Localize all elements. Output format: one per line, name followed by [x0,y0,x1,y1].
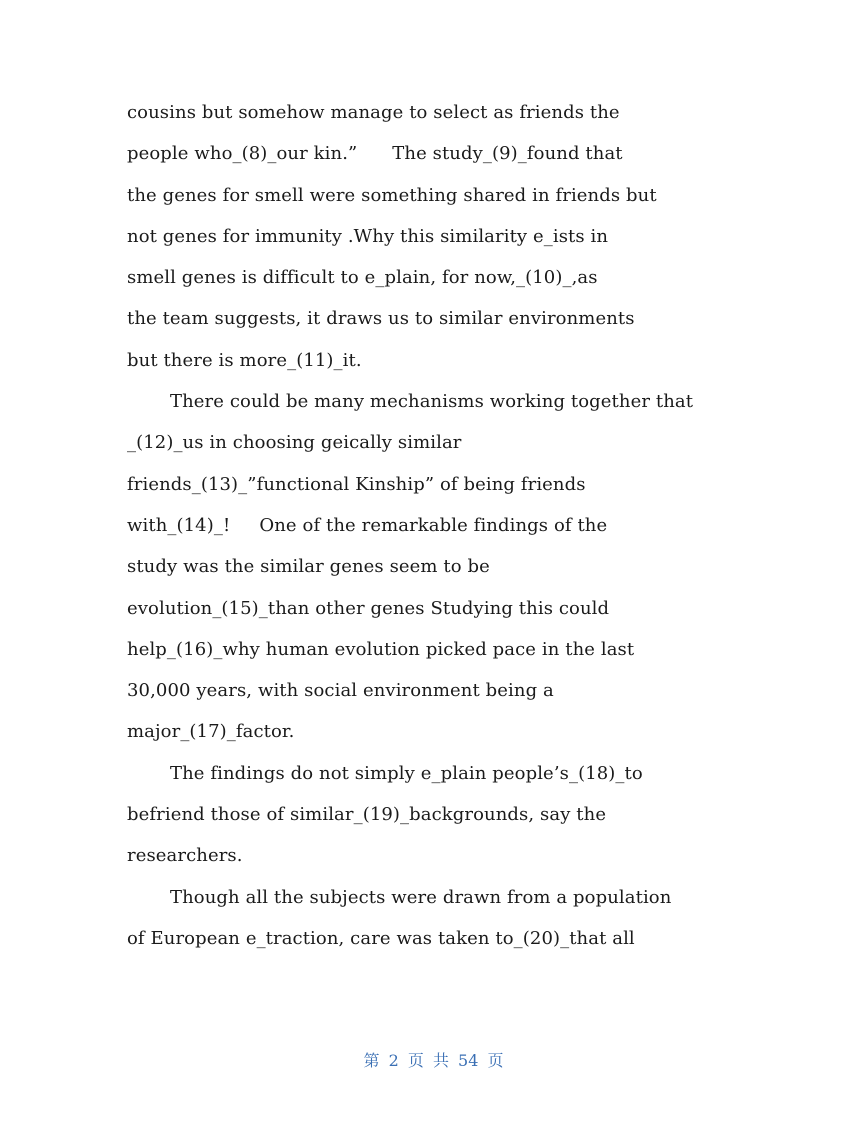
text-line: 30,000 years, with social environment being a [127,680,554,702]
text-line: smell genes is difficult to e_plain, for now,_(10)_,as [127,267,598,289]
text-line: the team suggests, it draws us to similar environments [127,308,635,330]
text-line: major_(17)_factor. [127,721,295,743]
text-line: _(12)_us in choosing geically similar [127,432,462,454]
text-line: researchers. [127,845,243,867]
text-line: befriend those of similar_(19)_backgrounds, say the [127,804,607,826]
text-line: help_(16)_why human evolution picked pace in the last [127,638,635,660]
text-line: the genes for smell were something shared in friends but [127,184,657,206]
text-line: with_(14)_! One of the remarkable findings of the [127,514,608,536]
text-line: evolution_(15)_than other genes Studying this could [127,597,610,619]
page-number-footer: 第 2 页 共 54 页 [363,1051,504,1070]
body-text [127,92,747,959]
text-line: not genes for immunity .Why this similarity e_ists in [127,225,609,247]
paragraph-first-line: There could be many mechanisms working together that [170,391,694,413]
paragraph-first-line: The findings do not simply e_plain people’s_(18)_to [170,762,643,784]
text-line: cousins but somehow manage to select as friends the [127,102,620,123]
paragraph-first-line: Though all the subjects were drawn from a population [170,886,672,908]
text-line: friends_(13)_”functional Kinship” of being friends [127,473,586,495]
text-line: study was the similar genes seem to be [127,556,490,578]
text-line: of European e_traction, care was taken to_(20)_that all [127,927,635,949]
text-line: people who_(8)_our kin.” The study_(9)_found that [127,143,623,165]
text-line: but there is more_(11)_it. [127,349,362,371]
